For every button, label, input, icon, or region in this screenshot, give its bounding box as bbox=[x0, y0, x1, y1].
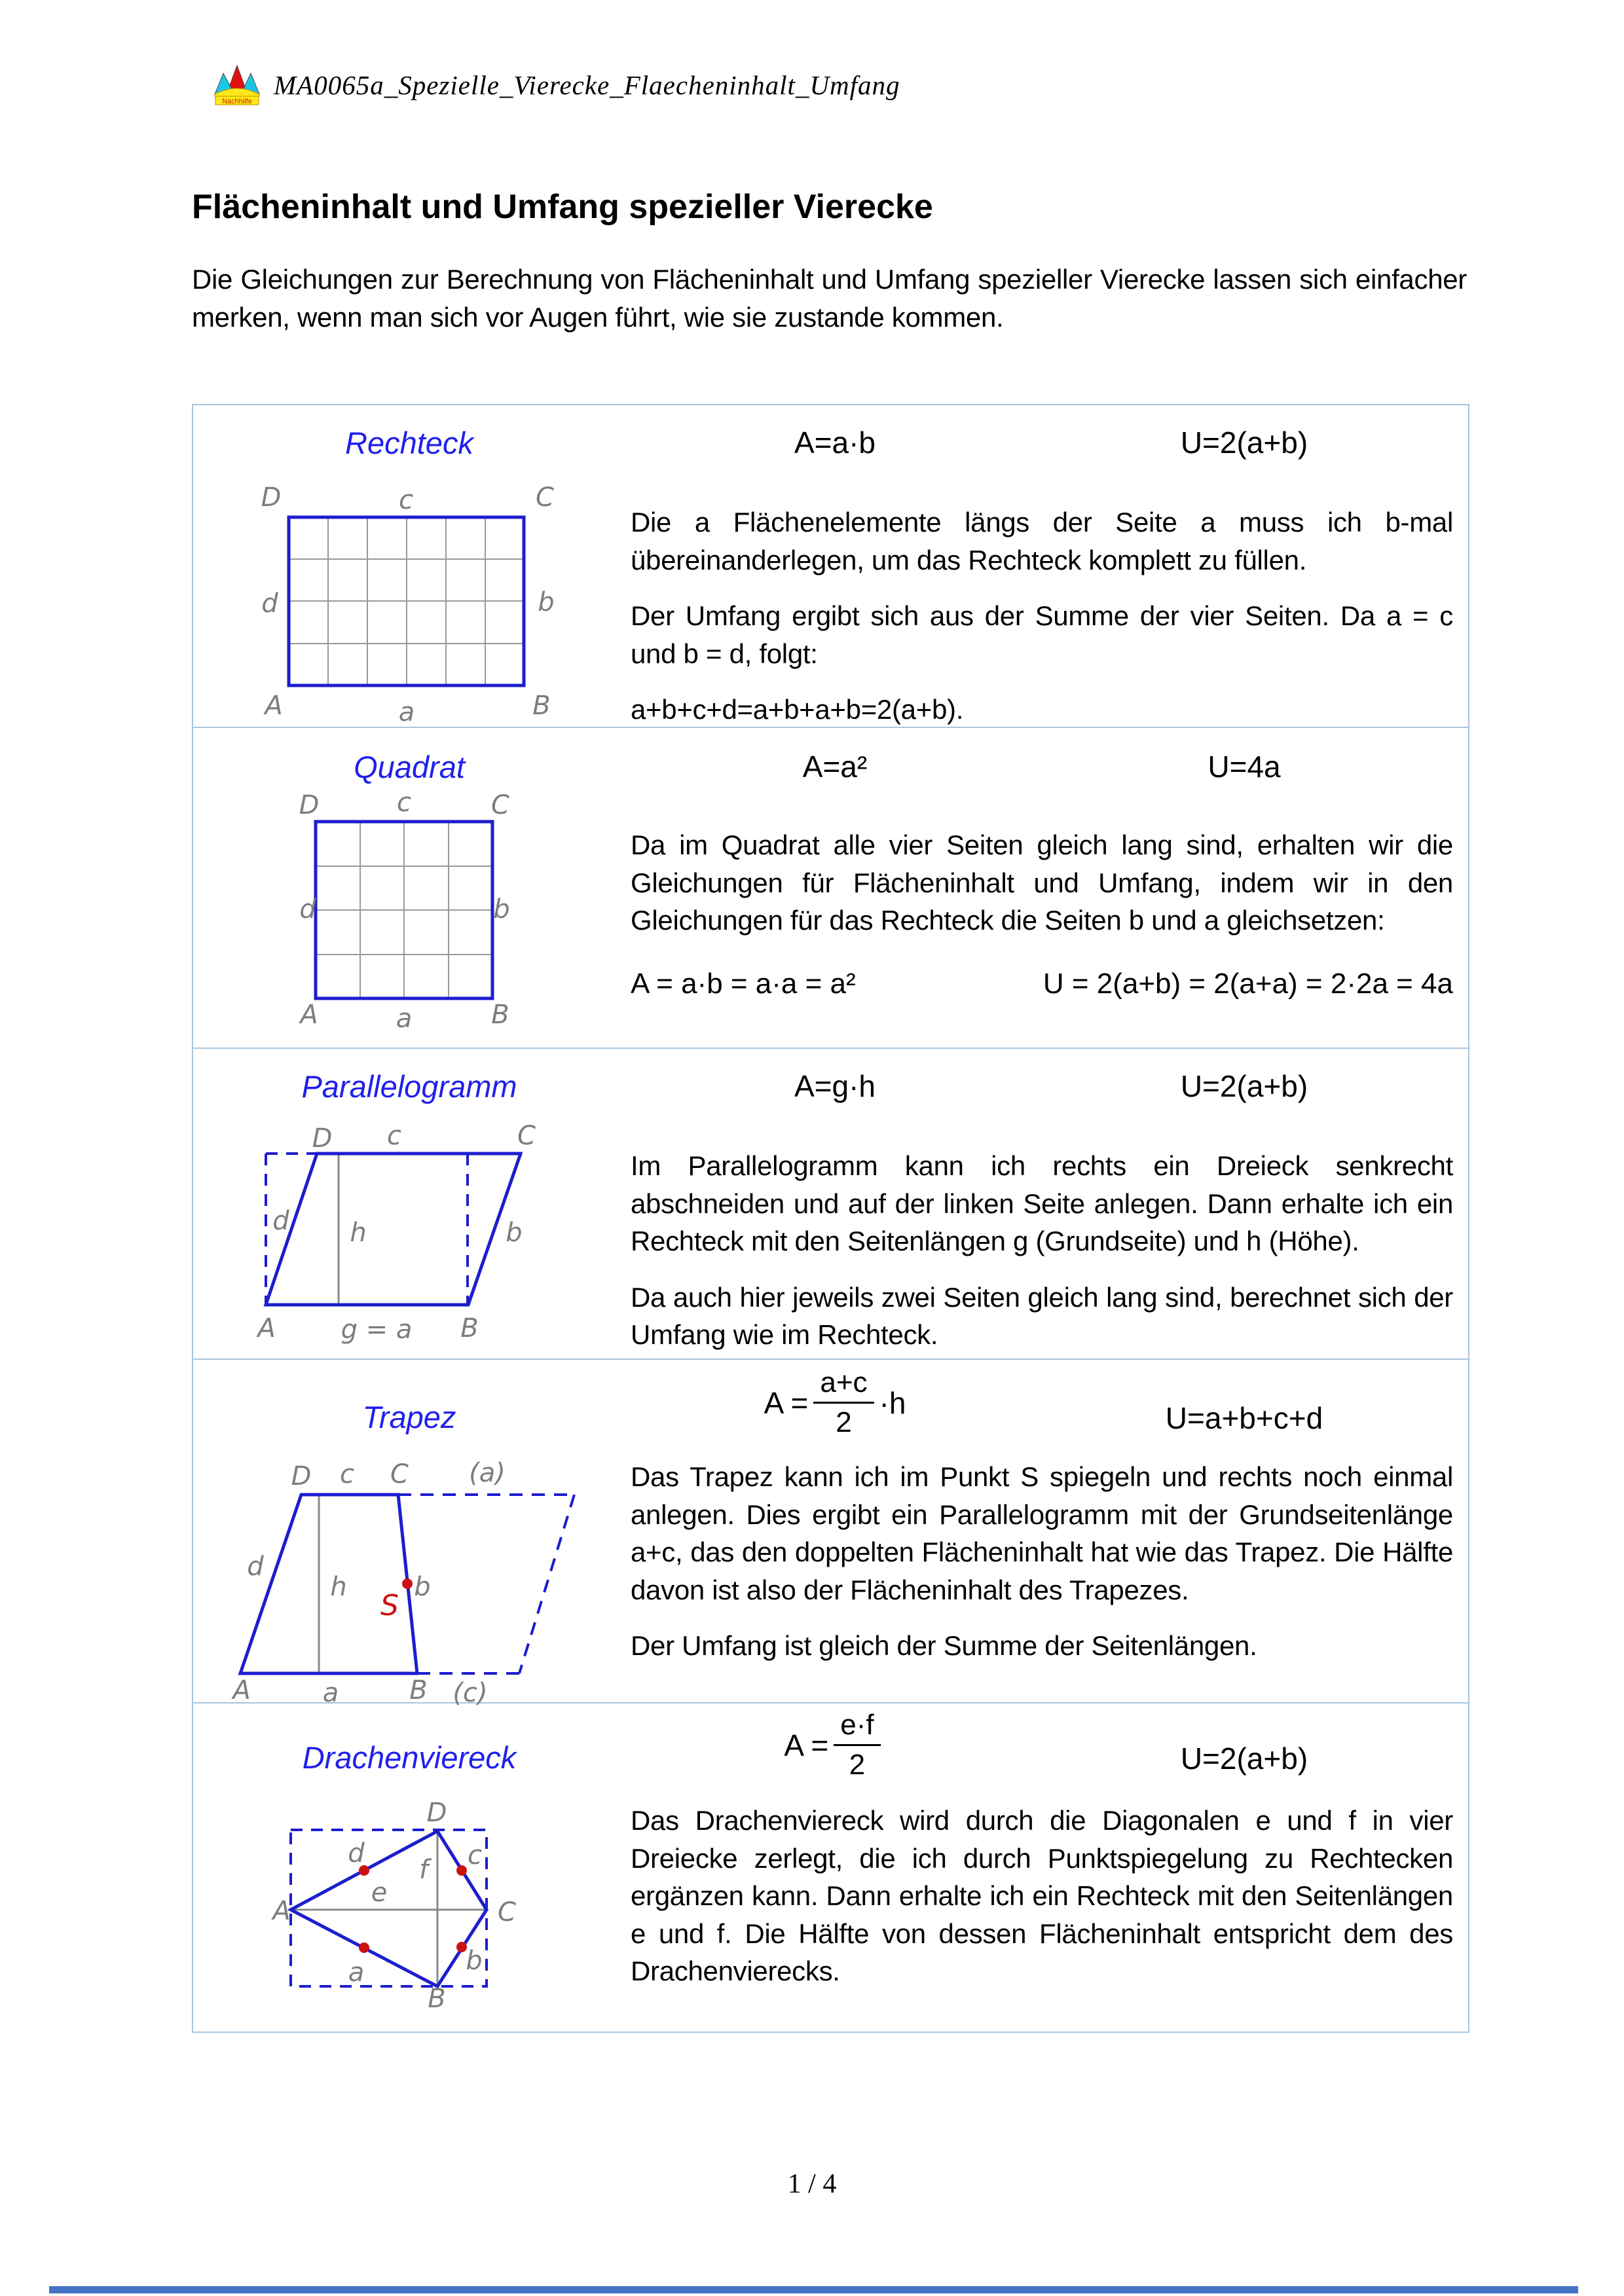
vertex-label-c: C bbox=[491, 790, 509, 820]
perimeter-formula-rechteck: U=2(a+b) bbox=[1180, 426, 1308, 460]
vertex-label-a: A bbox=[232, 1675, 251, 1705]
perimeter-formula-drachenviereck: U=2(a+b) bbox=[1180, 1741, 1308, 1776]
derivation-equations bbox=[631, 964, 1453, 1004]
explanation-quadrat bbox=[631, 826, 1453, 1004]
perimeter-derivation: U = 2(a+b) = 2(a+a) = 2·2a = 4a bbox=[1043, 967, 1453, 1000]
perimeter-formula-parallelogramm: U=2(a+b) bbox=[1180, 1069, 1308, 1103]
paragraph: Der Umfang ergibt sich aus der Summe der vier Seiten. Da a = c und b = d, folgt: bbox=[631, 600, 1453, 669]
mirror-point-label-s: S bbox=[380, 1589, 399, 1622]
vertex-label-b: B bbox=[491, 1000, 509, 1030]
side-label-c: c bbox=[340, 1459, 354, 1489]
vertex-label-b: B bbox=[409, 1675, 428, 1705]
diagonal-label-f: f bbox=[418, 1855, 429, 1885]
fraction-denominator: 2 bbox=[849, 1749, 866, 1781]
height-label-h: h bbox=[330, 1572, 347, 1602]
intro-paragraph: Die Gleichungen zur Berechnung von Flächeninhalt und Umfang spezieller Vierecke lassen sich einfacher merken, wenn man sich vor Augen führt, wie sie zustande kommen. bbox=[192, 264, 1467, 333]
side-label-c: c bbox=[468, 1840, 482, 1870]
area-formula-rechteck: A=a·b bbox=[794, 426, 876, 460]
vertex-label-c: C bbox=[536, 483, 554, 513]
side-label-b: b bbox=[414, 1572, 431, 1602]
paragraph: Das Trapez kann ich im Punkt S spiegeln und rechts noch einmal anlegen. Dies ergibt ein Parallelogramm mit der Grundseitenlänge a+c, das den doppelten Flächeninhalt hat wie das Trapez. Die Hälfte davon ist also der Flächeninhalt des Trapezes. bbox=[631, 1461, 1453, 1605]
vertex-label-a: A bbox=[272, 1896, 291, 1926]
area-formula-quadrat: A=a² bbox=[802, 750, 868, 784]
logo-text: Nachhilfe bbox=[222, 98, 252, 105]
table-row-quadrat bbox=[193, 728, 1468, 1049]
side-label-b: b bbox=[466, 1946, 483, 1976]
fraction-denominator: 2 bbox=[836, 1406, 852, 1438]
side-label-d: d bbox=[272, 1206, 289, 1236]
paragraph: Im Parallelogramm kann ich rechts ein Dreieck senkrecht abschneiden und auf der linken Seite anlegen. Dann erhalte ich ein Rechteck mit den Seitenlängen g (Grundseite) und h (Höhe). bbox=[631, 1150, 1453, 1257]
side-label-c: c bbox=[387, 1121, 401, 1151]
vertex-label-a: A bbox=[257, 1313, 276, 1343]
area-formula-parallelogramm: A=g·h bbox=[794, 1069, 876, 1103]
base-label-g: g = a bbox=[341, 1315, 413, 1345]
vertex-label-d: D bbox=[291, 1461, 312, 1491]
vertex-label-b: B bbox=[428, 1984, 446, 2011]
fraction bbox=[834, 1709, 880, 1781]
table-row-parallelogramm bbox=[193, 1049, 1468, 1360]
side-label-d: d bbox=[247, 1552, 264, 1582]
explanation-rechteck bbox=[631, 503, 1453, 747]
nachhilfe-logo-icon bbox=[213, 64, 261, 106]
shape-name-parallelogramm: Parallelogramm bbox=[301, 1069, 517, 1104]
side-label-a: a bbox=[348, 1958, 365, 1988]
side-label-c: c bbox=[397, 788, 411, 818]
vertex-label-b: B bbox=[532, 691, 551, 721]
explanation-parallelogramm bbox=[631, 1147, 1453, 1372]
diagonal-label-e: e bbox=[371, 1878, 388, 1908]
side-label-a: a bbox=[322, 1678, 339, 1708]
vertex-label-c: C bbox=[390, 1459, 409, 1489]
side-label-b: b bbox=[493, 894, 510, 924]
side-label-d: d bbox=[299, 894, 316, 924]
vertex-label-d: D bbox=[426, 1798, 447, 1828]
area-derivation: A = a·b = a·a = a² bbox=[631, 967, 856, 1000]
shape-name-rechteck: Rechteck bbox=[345, 426, 473, 460]
side-label-a: a bbox=[398, 697, 415, 725]
perimeter-formula-trapez: U=a+b+c+d bbox=[1165, 1401, 1323, 1435]
vertex-label-b: B bbox=[460, 1313, 479, 1343]
side-label-b: b bbox=[538, 587, 555, 617]
explanation-drachenviereck bbox=[631, 1802, 1453, 2009]
document-filename: MA0065a_Spezielle_Vierecke_Flaecheninhalt_Umfang bbox=[274, 70, 900, 100]
mirror-point-dot bbox=[402, 1578, 413, 1589]
side-label-b: b bbox=[506, 1218, 523, 1248]
side-label-a: a bbox=[396, 1004, 413, 1032]
paragraph: Der Umfang ist gleich der Summe der Seitenlängen. bbox=[631, 1630, 1257, 1662]
perimeter-formula-quadrat: U=4a bbox=[1208, 750, 1281, 784]
mirror-side-label-c: (c) bbox=[452, 1678, 488, 1708]
drachenviereck-diagram bbox=[211, 1795, 578, 2014]
shape-name-quadrat: Quadrat bbox=[354, 750, 465, 784]
paragraph: Da im Quadrat alle vier Seiten gleich lang sind, erhalten wir die Gleichungen für Flächeninhalt und Umfang, indem wir in den Gleichungen für das Rechteck die Seiten b und a gleichsetzen: bbox=[631, 829, 1453, 936]
shape-name-drachenviereck: Drachenviereck bbox=[302, 1740, 517, 1775]
side-label-c: c bbox=[399, 485, 413, 515]
vertex-label-d: D bbox=[312, 1123, 333, 1154]
mirror-side-label-a: (a) bbox=[469, 1458, 506, 1488]
shape-name-trapez: Trapez bbox=[362, 1400, 456, 1434]
vertex-label-c: C bbox=[517, 1121, 536, 1151]
equation: a+b+c+d=a+b+a+b=2(a+b). bbox=[631, 694, 964, 725]
paragraph: Da auch hier jeweils zwei Seiten gleich lang sind, berechnet sich der Umfang wie im Rechteck. bbox=[631, 1281, 1453, 1351]
fraction bbox=[813, 1366, 874, 1439]
fraction-numerator: a+c bbox=[813, 1366, 874, 1404]
side-label-d: d bbox=[261, 589, 278, 619]
quadrat-diagram bbox=[217, 784, 584, 1036]
parallelogramm-diagram bbox=[217, 1113, 584, 1365]
side-label-d: d bbox=[348, 1838, 365, 1868]
trapez-diagram bbox=[204, 1453, 597, 1719]
area-formula-trapez bbox=[625, 1366, 1044, 1439]
area-formula-drachenviereck bbox=[625, 1709, 1044, 1781]
page-title: Flächeninhalt und Umfang spezieller Vierecke bbox=[192, 188, 933, 226]
vertex-label-d: D bbox=[261, 483, 282, 513]
vertex-label-a: A bbox=[265, 691, 283, 721]
rechteck-diagram bbox=[217, 476, 584, 728]
page-number: 1 / 4 bbox=[787, 2169, 837, 2199]
table-row-drachenviereck bbox=[193, 1704, 1468, 2032]
shapes-table bbox=[192, 404, 1469, 2033]
vertex-label-c: C bbox=[498, 1897, 516, 1927]
table-row-trapez bbox=[193, 1360, 1468, 1708]
footer-rule bbox=[49, 2286, 1578, 2293]
vertex-label-d: D bbox=[299, 790, 320, 820]
formula-prefix: A = bbox=[784, 1728, 829, 1762]
paragraph: Die a Flächenelemente längs der Seite a muss ich b-mal übereinanderlegen, um das Rechteck komplett zu füllen. bbox=[631, 507, 1453, 575]
document-header bbox=[213, 64, 900, 106]
formula-suffix: ·h bbox=[879, 1385, 906, 1420]
table-row-rechteck bbox=[193, 405, 1468, 728]
paragraph: Das Drachenviereck wird durch die Diagonalen e und f in vier Dreiecke zerlegt, die ich durch Punktspiegelung zu Rechtecken ergänzen kann. Dann erhalte ich ein Rechteck mit den Seitenlängen e und f. Die Hälfte von dessen Flächeninhalt entspricht dem des Drachenvierecks. bbox=[631, 1805, 1453, 1987]
vertex-label-a: A bbox=[300, 1000, 318, 1030]
height-label-h: h bbox=[350, 1218, 367, 1248]
fraction-numerator: e·f bbox=[834, 1709, 880, 1746]
explanation-trapez bbox=[631, 1458, 1453, 1683]
formula-prefix: A = bbox=[764, 1385, 809, 1420]
